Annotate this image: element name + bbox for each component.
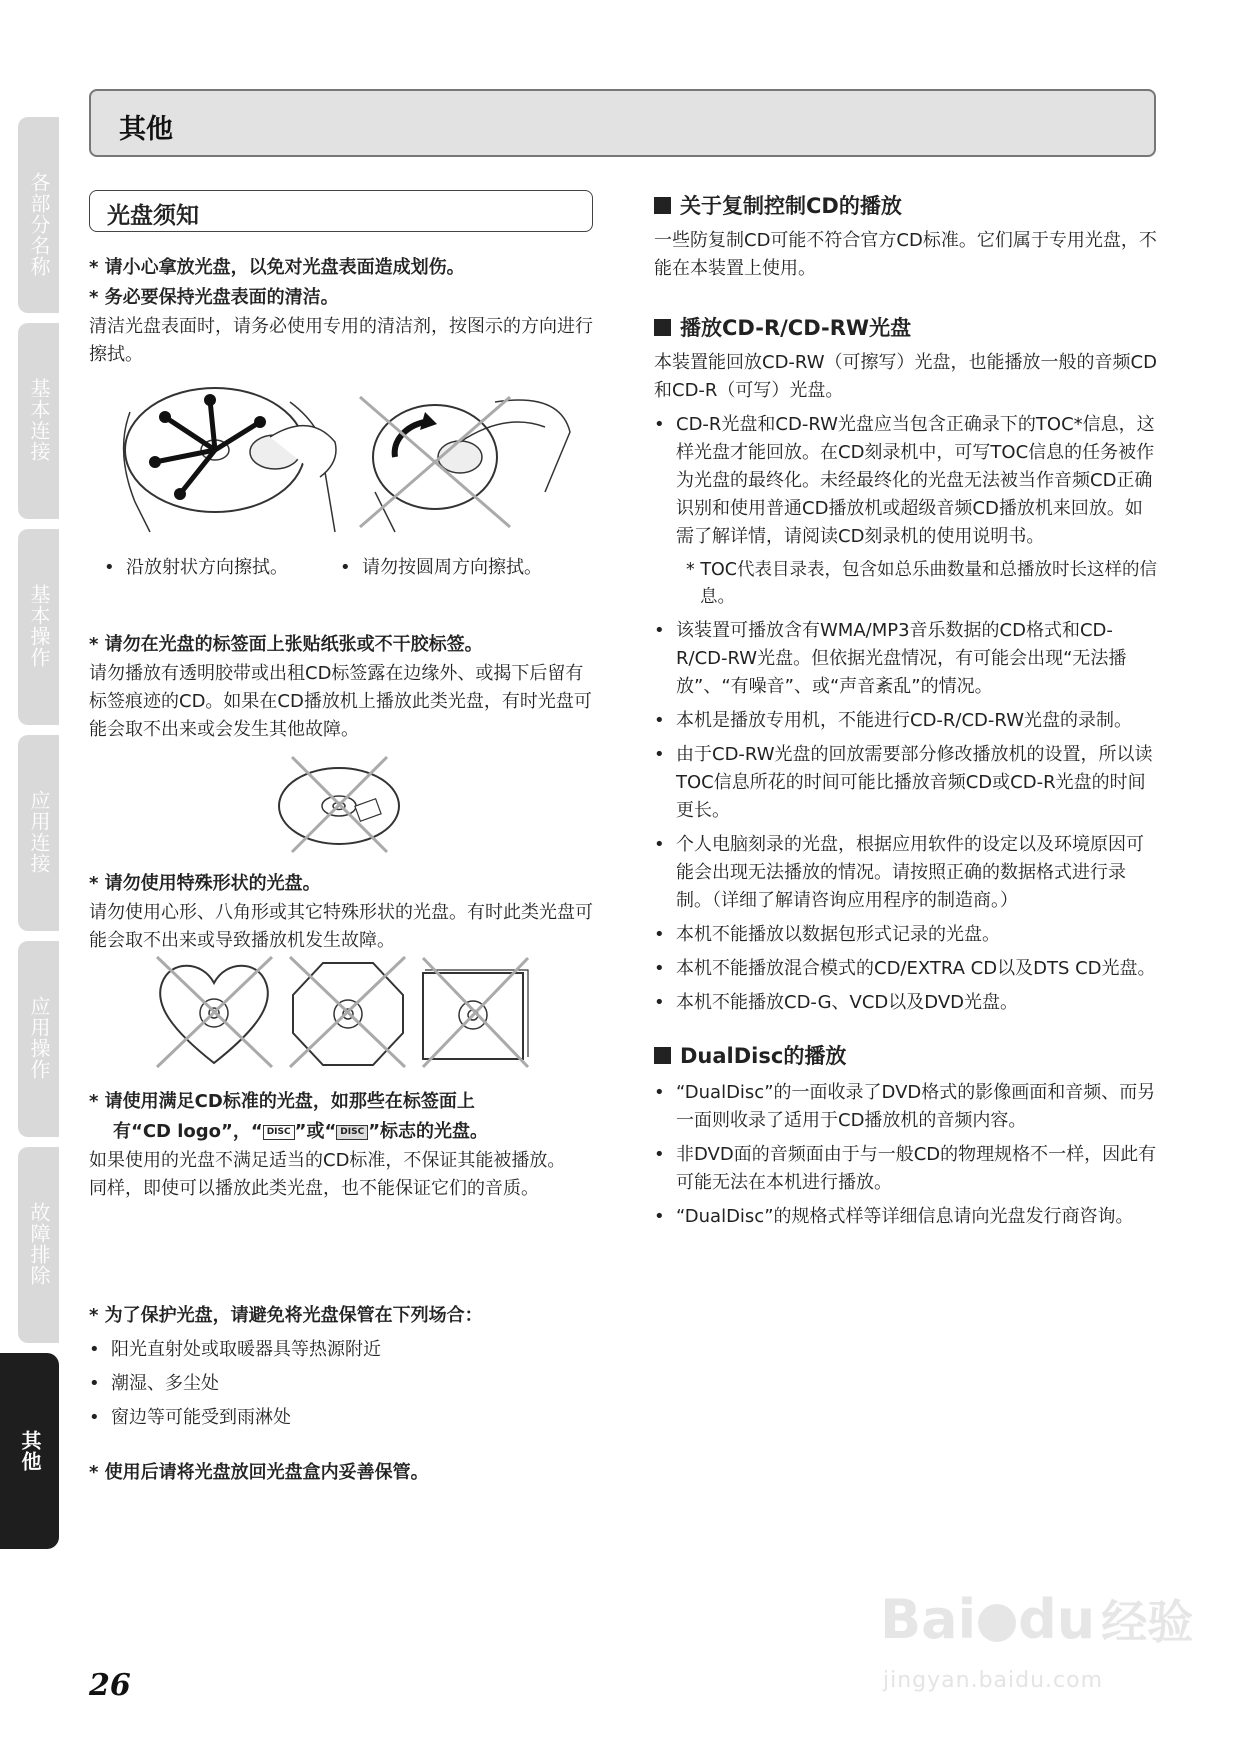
section-title: 光盘须知 xyxy=(107,203,199,229)
side-tab-label: 基本连接 xyxy=(27,378,51,462)
cdr-bullet: • 本机不能播放以数据包形式记录的光盘。 xyxy=(654,921,1157,949)
wipe-radial-illustration xyxy=(110,382,340,537)
section-title-box xyxy=(89,190,593,232)
label-instructions: 请勿播放有透明胶带或出租CD标签露在边缘外、或揭下后留有标签痕迹的CD。如果在CD播放机上播放此类光盘，有时光盘可能会取不出来或会发生其他故障。 xyxy=(89,663,592,740)
cd-standard-p1: 如果使用的光盘不满足适当的CD标准，不保证其能被播放。 xyxy=(89,1150,566,1171)
toc-note: * TOC代表目录表，包含如总乐曲数量和总播放时长这样的信息。 xyxy=(686,560,1157,607)
side-tab-basic-connection[interactable] xyxy=(18,323,59,519)
copy-control-text: 一些防复制CD可能不符合官方CD标准。它们属于专用光盘，不能在本装置上使用。 xyxy=(654,230,1157,279)
square-disc-illustration xyxy=(420,955,535,1070)
caution-cd-standard-line2 xyxy=(89,1117,594,1147)
baidu-watermark xyxy=(880,1590,1193,1652)
storage-item: • 潮湿、多尘处 xyxy=(89,1367,594,1401)
storage-item: • 阳光直射处或取暖器具等热源附近 xyxy=(89,1333,594,1367)
side-tab-label: 其他 xyxy=(18,1430,42,1472)
cdr-cdrw-intro: 本装置能回放CD-RW（可擦写）光盘，也能播放一般的音频CD和CD-R（可写）光盘。 xyxy=(654,352,1157,401)
side-tab-label: 基本操作 xyxy=(27,584,51,668)
left-block-storage xyxy=(89,1301,594,1435)
heading-copy-control: 关于复制控制CD的播放 xyxy=(654,191,1157,221)
disc-with-label-illustration xyxy=(272,752,407,857)
compact-disc-text-logo-icon: DISC xyxy=(336,1125,368,1140)
left-block-cdstandard xyxy=(89,1087,594,1203)
left-block-label xyxy=(89,630,594,744)
clean-instructions: 清洁光盘表面时，请务必使用专用的清洁剂，按图示的方向进行擦拭。 xyxy=(89,316,593,365)
page-header xyxy=(89,89,1156,157)
cdr-bullet: • 该装置可播放含有WMA/MP3音乐数据的CD格式和CD-R/CD-RW光盘。但依据光盘情况，有可能会出现“无法播放”、“有噪音”、或“声音紊乱”的情况。 xyxy=(654,617,1157,701)
paw-icon xyxy=(978,1604,1016,1642)
cd-logo-text-b: ”或“ xyxy=(294,1121,337,1142)
watermark-brand-c: 经验 xyxy=(1101,1595,1194,1649)
watermark-brand-a: Bai xyxy=(880,1588,977,1651)
side-tab-app-connection[interactable] xyxy=(18,735,59,931)
right-column xyxy=(654,191,1157,1237)
side-tab-basic-operation[interactable] xyxy=(18,529,59,725)
side-tab-label: 应用连接 xyxy=(27,790,51,874)
heading-cdr-cdrw: 播放CD-R/CD-RW光盘 xyxy=(654,313,1157,343)
cdr-bullet: • 由于CD-RW光盘的回放需要部分修改播放机的设置，所以读TOC信息所花的时间可能比播放音频CD或CD-R光盘的时间更长。 xyxy=(654,741,1157,825)
cdr-bullet: • CD-R光盘和CD-RW光盘应当包含正确录下的TOC*信息，这样光盘才能回放。在CD刻录机中，可写TOC信息的任务被作为光盘的最终化。未经最终化的光盘无法被当作音频CD正确识别和使用普通CD播放机或超级音频CD播放机来回放。如需了解详情，请阅读CD刻录机的使用说明书。 xyxy=(654,411,1157,551)
caution-shape: * 请勿使用特殊形状的光盘。 xyxy=(89,873,321,894)
watermark-url: jingyan.baidu.com xyxy=(883,1668,1104,1693)
dualdisc-bullet: • “DualDisc”的规格式样等详细信息请向光盘发行商咨询。 xyxy=(654,1203,1157,1231)
side-tab-label: 各部分名称 xyxy=(27,172,51,277)
caution-return: * 使用后请将光盘放回光盘盒内妥善保管。 xyxy=(89,1462,429,1483)
caption-radial xyxy=(104,554,334,582)
storage-item: • 窗边等可能受到雨淋处 xyxy=(89,1401,594,1435)
side-tab-troubleshooting[interactable] xyxy=(18,1147,59,1343)
side-tab-label: 故障排除 xyxy=(27,1202,51,1286)
side-tab-parts[interactable] xyxy=(18,117,59,313)
caption-radial-text: • 沿放射状方向擦拭。 xyxy=(104,554,334,582)
caution-label: * 请勿在光盘的标签面上张贴纸张或不干胶标签。 xyxy=(89,634,483,655)
dualdisc-bullet: • “DualDisc”的一面收录了DVD格式的影像画面和音频、而另一面则收录了适用于CD播放机的音频内容。 xyxy=(654,1079,1157,1135)
side-tab-app-operation[interactable] xyxy=(18,941,59,1137)
page-title: 其他 xyxy=(119,114,173,145)
left-block-shape xyxy=(89,869,594,955)
left-block-1 xyxy=(89,253,594,369)
cd-logo-text-a: 有“CD logo”，“ xyxy=(113,1121,263,1142)
cdr-bullet: • 个人电脑刻录的光盘，根据应用软件的设定以及环境原因可能会出现无法播放的情况。请按照正确的数据格式进行录制。（详细了解请咨询应用程序的制造商。） xyxy=(654,831,1157,915)
dualdisc-bullet: • 非DVD面的音频面由于与一般CD的物理规格不一样，因此有可能无法在本机进行播放。 xyxy=(654,1141,1157,1197)
caption-circular xyxy=(340,554,590,582)
caption-circular-text: • 请勿按圆周方向擦拭。 xyxy=(340,554,590,582)
watermark-brand-b: du xyxy=(1018,1588,1096,1651)
heart-disc-illustration xyxy=(152,955,277,1070)
compact-disc-logo-icon: DISC xyxy=(263,1125,295,1140)
side-tab-label: 应用操作 xyxy=(27,996,51,1080)
side-tab-other[interactable] xyxy=(0,1353,59,1549)
cdr-bullet: • 本机是播放专用机，不能进行CD-R/CD-RW光盘的录制。 xyxy=(654,707,1157,735)
caution-cd-standard-line1: * 请使用满足CD标准的光盘，如那些在标签面上 xyxy=(89,1091,475,1112)
caution-storage: * 为了保护光盘，请避免将光盘保管在下列场合： xyxy=(89,1305,483,1326)
cdr-bullet: • 本机不能播放混合模式的CD/EXTRA CD以及DTS CD光盘。 xyxy=(654,955,1157,983)
octagon-disc-illustration xyxy=(285,955,410,1070)
left-block-return xyxy=(89,1458,594,1488)
heading-dualdisc: DualDisc的播放 xyxy=(654,1041,1157,1071)
page-number: 26 xyxy=(89,1668,131,1703)
cdr-bullet: • 本机不能播放CD-G、VCD以及DVD光盘。 xyxy=(654,989,1157,1017)
caution-clean: * 务必要保持光盘表面的清洁。 xyxy=(89,287,339,308)
shape-instructions: 请勿使用心形、八角形或其它特殊形状的光盘。有时此类光盘可能会取不出来或导致播放机发生故障。 xyxy=(89,902,593,951)
cd-logo-text-c: ”标志的光盘。 xyxy=(368,1121,489,1142)
cd-standard-p2: 同样，即使可以播放此类光盘，也不能保证它们的音质。 xyxy=(89,1178,539,1199)
wipe-circular-illustration xyxy=(345,382,575,537)
caution-handle: * 请小心拿放光盘，以免对光盘表面造成划伤。 xyxy=(89,257,465,278)
